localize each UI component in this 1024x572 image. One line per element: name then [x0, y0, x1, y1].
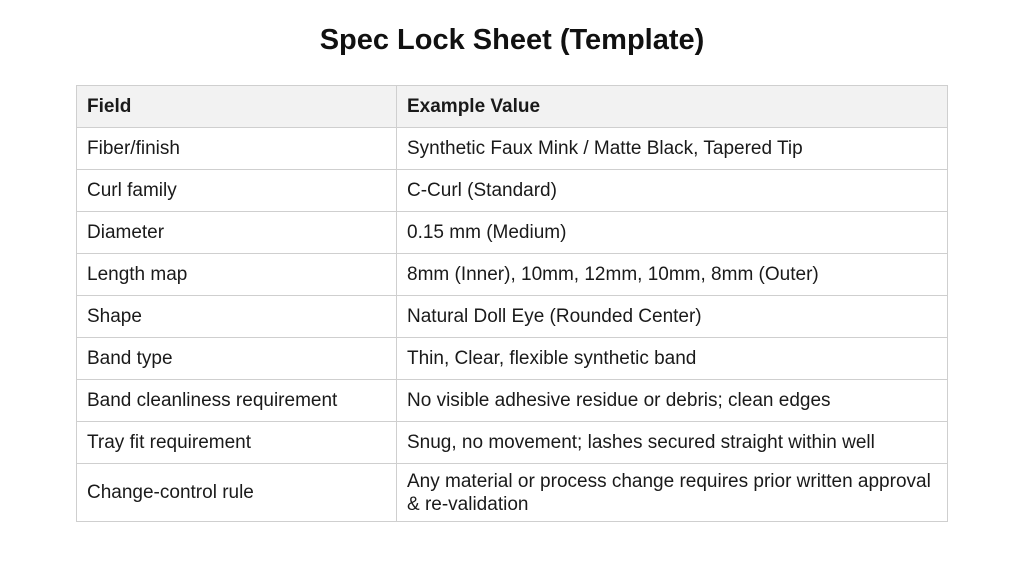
value-cell: Synthetic Faux Mink / Matte Black, Tapered Tip [397, 128, 948, 170]
header-example-value: Example Value [397, 86, 948, 128]
value-cell: C-Curl (Standard) [397, 170, 948, 212]
value-cell: Thin, Clear, flexible synthetic band [397, 338, 948, 380]
field-cell: Tray fit requirement [77, 422, 397, 464]
value-cell: No visible adhesive residue or debris; clean edges [397, 380, 948, 422]
page-title: Spec Lock Sheet (Template) [319, 24, 705, 56]
value-cell: Any material or process change requires prior written approval & re-validation [397, 464, 948, 522]
table-row [77, 296, 948, 338]
header-field: Field [77, 86, 397, 128]
table-row [77, 380, 948, 422]
table-row [77, 422, 948, 464]
field-cell: Shape [77, 296, 397, 338]
field-cell: Change-control rule [77, 464, 397, 522]
field-cell: Diameter [77, 212, 397, 254]
field-cell: Length map [77, 254, 397, 296]
value-cell: 8mm (Inner), 10mm, 12mm, 10mm, 8mm (Outer) [397, 254, 948, 296]
table-row [77, 212, 948, 254]
field-cell: Fiber/finish [77, 128, 397, 170]
table-row [77, 128, 948, 170]
table-row [77, 254, 948, 296]
spec-table [76, 85, 948, 522]
field-cell: Band cleanliness requirement [77, 380, 397, 422]
table-row [77, 464, 948, 522]
table-header-row [77, 86, 948, 128]
value-cell: Natural Doll Eye (Rounded Center) [397, 296, 948, 338]
value-cell: 0.15 mm (Medium) [397, 212, 948, 254]
table-row [77, 170, 948, 212]
value-cell: Snug, no movement; lashes secured straight within well [397, 422, 948, 464]
field-cell: Curl family [77, 170, 397, 212]
field-cell: Band type [77, 338, 397, 380]
table-row [77, 338, 948, 380]
